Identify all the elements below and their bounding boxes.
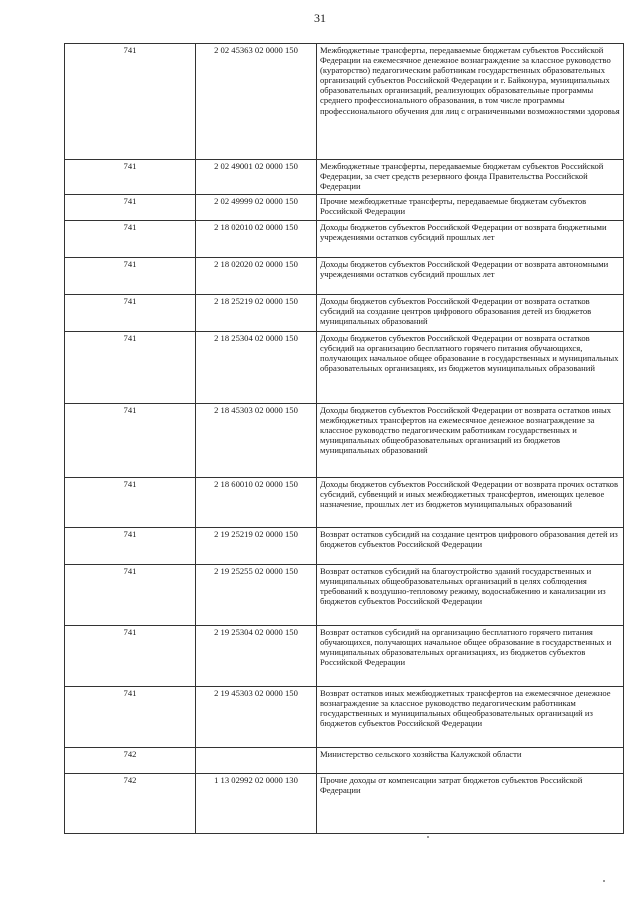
admin-code-cell: 741 [65, 478, 196, 528]
table-row [65, 565, 624, 626]
revenue-code-cell: 2 02 45363 02 0000 150 [196, 44, 317, 160]
revenue-code-cell: 2 19 25255 02 0000 150 [196, 565, 317, 626]
table-row [65, 295, 624, 332]
table-row [65, 528, 624, 565]
description-cell: Прочие межбюджетные трансферты, передаваемые бюджетам субъектов Российской Федерации [317, 195, 624, 221]
description-cell: Доходы бюджетов субъектов Российской Федерации от возврата остатков субсидий на организацию бесплатного горячего питания обучающихся, получающих начальное общее образование в государственных и муниципальных образовательных организациях, из бюджетов муниципальных образований [317, 332, 624, 404]
revenue-code-cell: 2 02 49001 02 0000 150 [196, 160, 317, 195]
table-row [65, 332, 624, 404]
description-cell: Доходы бюджетов субъектов Российской Федерации от возврата автономными учреждениями остатков субсидий прошлых лет [317, 258, 624, 295]
description-cell: Доходы бюджетов субъектов Российской Федерации от возврата остатков иных межбюджетных трансфертов на ежемесячное денежное вознаграждение за классное руководство педагогическим работникам государственных и муниципальных общеобразовательных организаций из бюджетов муниципальных образований [317, 404, 624, 478]
table-row [65, 774, 624, 834]
revenue-code-cell: 2 19 25304 02 0000 150 [196, 626, 317, 687]
revenue-code-cell: 2 19 45303 02 0000 150 [196, 687, 317, 748]
revenue-code-cell: 2 02 49999 02 0000 150 [196, 195, 317, 221]
description-cell: Прочие доходы от компенсации затрат бюджетов субъектов Российской Федерации [317, 774, 624, 834]
table-row [65, 44, 624, 160]
admin-code-cell: 742 [65, 748, 196, 774]
table-row [65, 221, 624, 258]
scan-speck [603, 880, 605, 882]
admin-code-cell: 741 [65, 44, 196, 160]
revenue-code-cell: 2 18 02010 02 0000 150 [196, 221, 317, 258]
revenue-code-cell: 2 18 25219 02 0000 150 [196, 295, 317, 332]
description-cell: Доходы бюджетов субъектов Российской Федерации от возврата прочих остатков субсидий, субвенций и иных межбюджетных трансфертов, имеющих целевое назначение, прошлых лет из бюджетов муниципальных образований [317, 478, 624, 528]
description-cell: Межбюджетные трансферты, передаваемые бюджетам субъектов Российской Федерации на ежемесячное денежное вознаграждение за классное руководство (кураторство) педагогическим работникам государственных образовательных организаций субъектов Российской Федерации и г. Байконура, муниципальных образовательных организаций, реализующих образовательные программы среднего профессионального образования, в том числе программы профессионального обучения для лиц с ограниченными возможностями здоровья [317, 44, 624, 160]
admin-code-cell: 741 [65, 221, 196, 258]
description-cell: Доходы бюджетов субъектов Российской Федерации от возврата бюджетными учреждениями остатков субсидий прошлых лет [317, 221, 624, 258]
admin-code-cell: 741 [65, 626, 196, 687]
admin-code-cell: 741 [65, 687, 196, 748]
revenue-code-cell: 2 18 02020 02 0000 150 [196, 258, 317, 295]
table-row [65, 160, 624, 195]
table-row [65, 626, 624, 687]
admin-code-cell: 742 [65, 774, 196, 834]
revenue-code-cell: 1 13 02992 02 0000 130 [196, 774, 317, 834]
table-row [65, 687, 624, 748]
page-number: 31 [314, 11, 326, 25]
revenue-code-cell: 2 19 25219 02 0000 150 [196, 528, 317, 565]
admin-code-cell: 741 [65, 565, 196, 626]
scan-speck [427, 836, 429, 838]
admin-code-cell: 741 [65, 404, 196, 478]
description-cell: Возврат остатков субсидий на создание центров цифрового образования детей из бюджетов субъектов Российской Федерации [317, 528, 624, 565]
revenue-code-cell [196, 748, 317, 774]
admin-code-cell: 741 [65, 332, 196, 404]
table-row [65, 404, 624, 478]
revenue-code-cell: 2 18 45303 02 0000 150 [196, 404, 317, 478]
admin-code-cell: 741 [65, 195, 196, 221]
revenue-codes-table [64, 43, 624, 834]
admin-code-cell: 741 [65, 295, 196, 332]
admin-code-cell: 741 [65, 160, 196, 195]
description-cell: Доходы бюджетов субъектов Российской Федерации от возврата остатков субсидий на создание центров цифрового образования детей из бюджетов муниципальных образований [317, 295, 624, 332]
table-row [65, 478, 624, 528]
revenue-code-cell: 2 18 25304 02 0000 150 [196, 332, 317, 404]
description-cell: Возврат остатков иных межбюджетных трансфертов на ежемесячное денежное вознаграждение за классное руководство педагогическим работникам государственных и муниципальных общеобразовательных организаций из бюджетов субъектов Российской Федерации [317, 687, 624, 748]
description-cell: Межбюджетные трансферты, передаваемые бюджетам субъектов Российской Федерации, за счет средств резервного фонда Правительства Российской Федерации [317, 160, 624, 195]
description-cell: Возврат остатков субсидий на благоустройство зданий государственных и муниципальных общеобразовательных организаций в целях соблюдения требований к воздушно-тепловому режиму, водоснабжению и канализации из бюджетов субъектов Российской Федерации [317, 565, 624, 626]
admin-code-cell: 741 [65, 528, 196, 565]
description-cell: Министерство сельского хозяйства Калужской области [317, 748, 624, 774]
table-row [65, 258, 624, 295]
table-row [65, 748, 624, 774]
admin-code-cell: 741 [65, 258, 196, 295]
revenue-code-cell: 2 18 60010 02 0000 150 [196, 478, 317, 528]
description-cell: Возврат остатков субсидий на организацию бесплатного горячего питания обучающихся, получающих начальное общее образование в государственных и муниципальных образовательных организациях, из бюджетов субъектов Российской Федерации [317, 626, 624, 687]
table-row [65, 195, 624, 221]
